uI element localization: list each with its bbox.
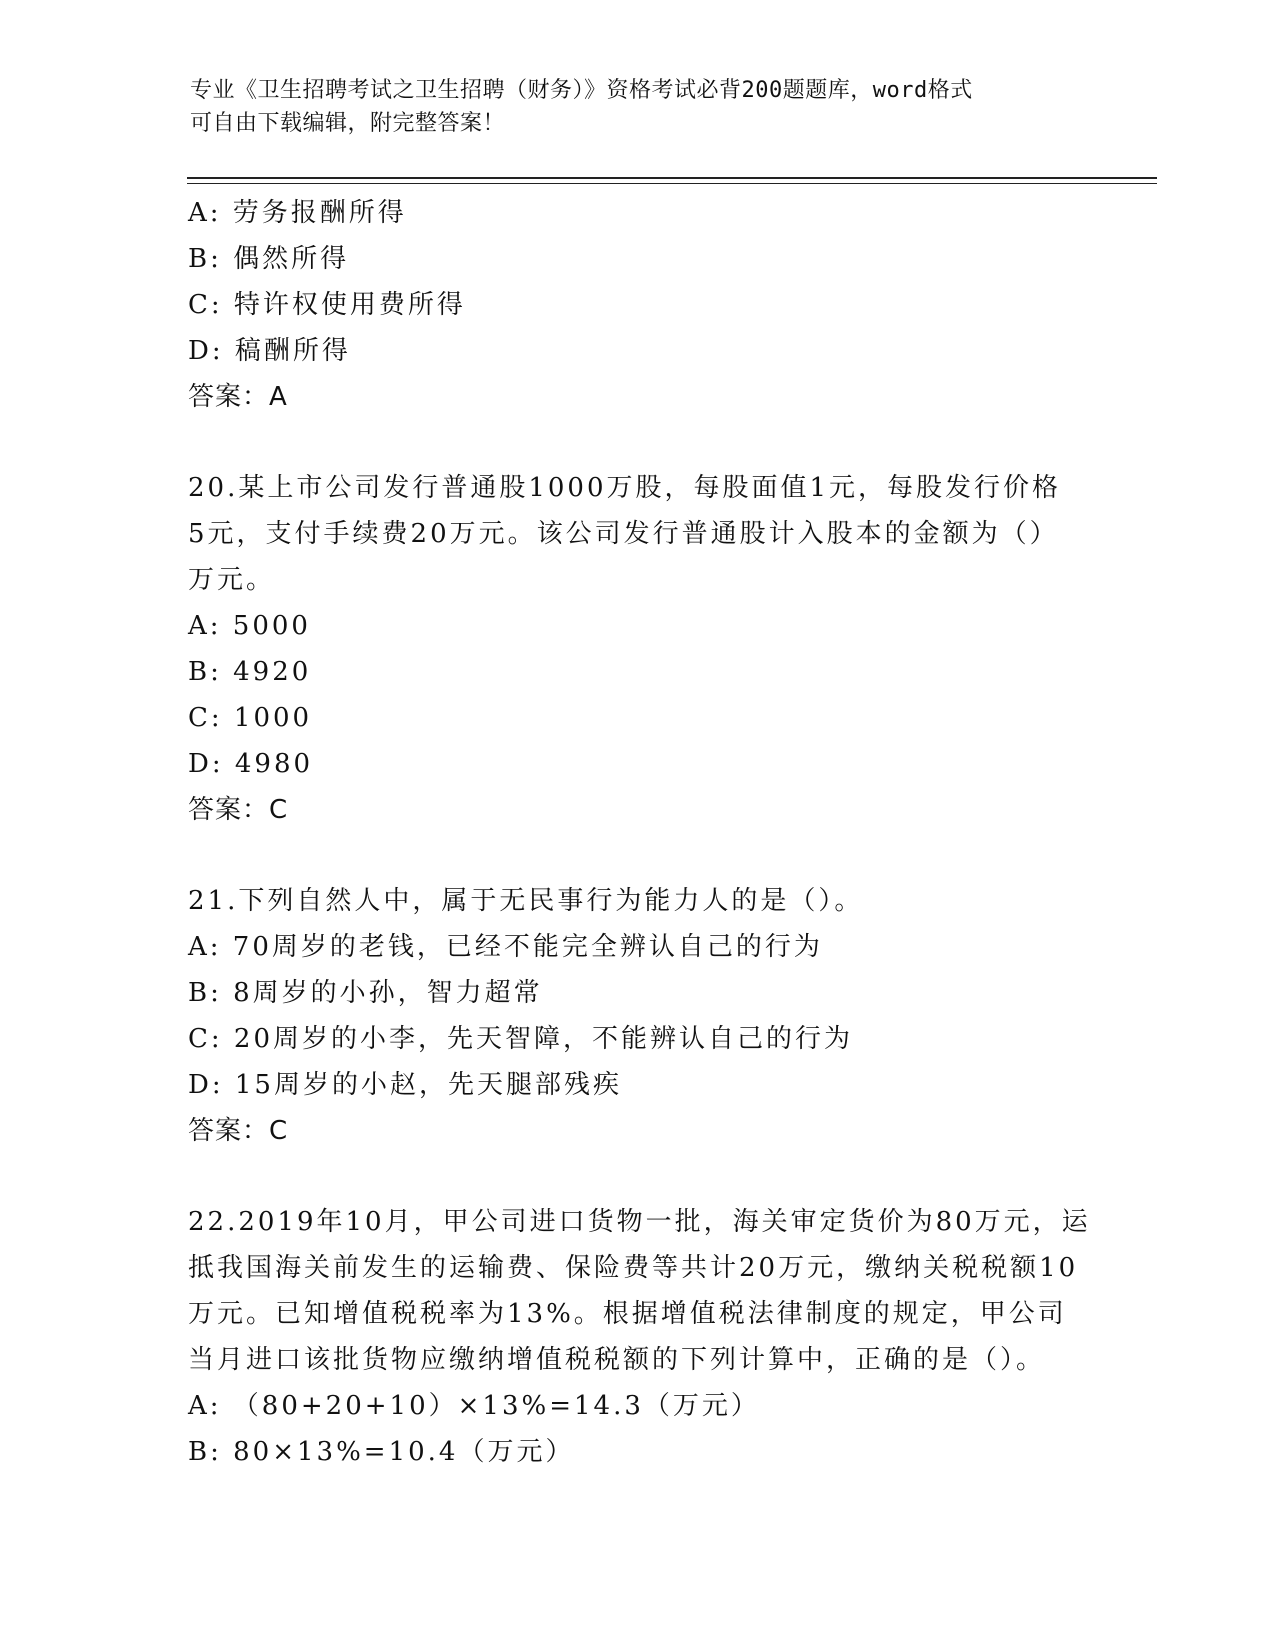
block-spacer [188,833,1088,878]
question-text-line: 万元。 [188,565,276,595]
question-block [188,878,1088,1154]
option-a: A: 70周岁的老钱，已经不能完全辨认自己的行为 [188,932,823,962]
question-list [188,190,1091,1475]
question-text-line: 万元。已知增值税税率为13%。根据增值税法律制度的规定，甲公司 [188,1299,1067,1329]
question-text-line: 抵我国海关前发生的运输费、保险费等共计20万元，缴纳关税税额10 [188,1253,1079,1283]
option-b: B: 4920 [188,657,312,687]
header-divider-thick [187,177,1157,179]
header-line-2: 可自由下载编辑，附完整答案！ [190,111,506,136]
header-line-1: 专业《卫生招聘考试之卫生招聘（财务）》资格考试必背200题题库，word格式 [190,78,973,103]
option-b: B: 80×13%=10.4（万元） [188,1437,575,1467]
option-d: D: 稿酬所得 [188,336,351,366]
option-b: B: 偶然所得 [188,244,350,274]
answer-line: 答案：C [188,795,289,825]
question-text-line: 20.某上市公司发行普通股1000万股，每股面值1元，每股发行价格 [188,473,1062,503]
option-a: A: 劳务报酬所得 [188,198,407,228]
option-c: C: 特许权使用费所得 [188,290,466,320]
block-spacer [188,420,1088,465]
question-text-line: 22.2019年10月，甲公司进口货物一批，海关审定货价为80万元，运 [188,1207,1091,1237]
question-block [188,465,1088,833]
block-spacer [188,1154,1088,1199]
header-divider-thin [187,183,1157,184]
option-c: C: 1000 [188,703,313,733]
question-block [188,190,1088,420]
option-a: A: 5000 [188,611,311,641]
question-text-line: 当月进口该批货物应缴纳增值税税额的下列计算中，正确的是（）。 [188,1345,1046,1375]
option-a: A: （80+20+10）×13%=14.3（万元） [188,1391,760,1421]
question-text-line: 5元，支付手续费20万元。该公司发行普通股计入股本的金额为（） [188,519,1059,549]
option-c: C: 20周岁的小李，先天智障，不能辨认自己的行为 [188,1024,854,1054]
option-b: B: 8周岁的小孙，智力超常 [188,978,543,1008]
answer-line: 答案：C [188,1116,289,1146]
option-d: D: 15周岁的小赵，先天腿部残疾 [188,1070,622,1100]
question-text-line: 21.下列自然人中，属于无民事行为能力人的是（）。 [188,886,864,916]
option-d: D: 4980 [188,749,314,779]
page-header [190,74,1090,140]
question-block [188,1199,1091,1475]
answer-line: 答案：A [188,382,288,412]
